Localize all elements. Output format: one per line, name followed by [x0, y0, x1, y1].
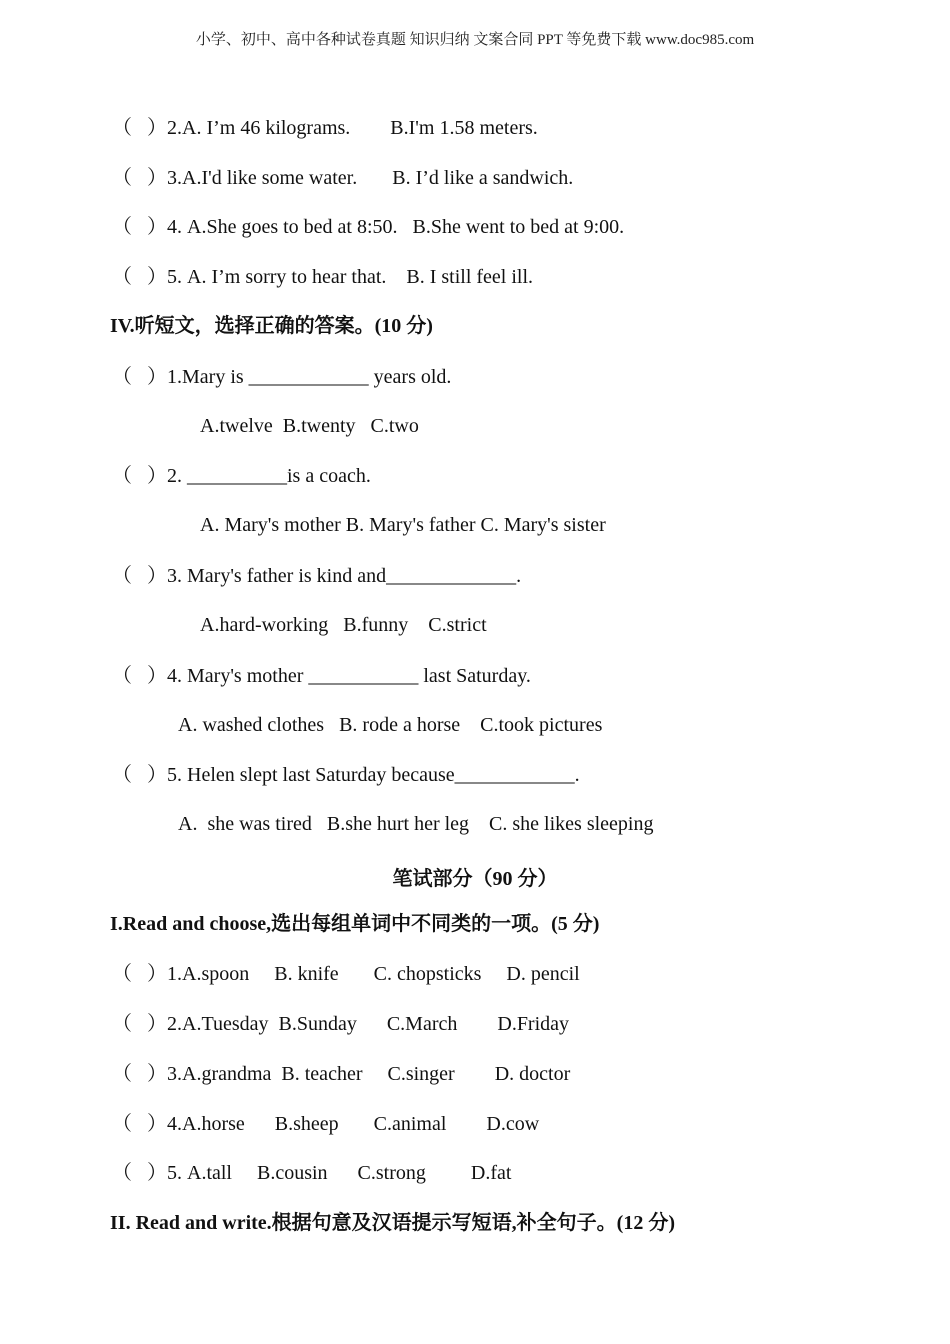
section-iv-question-2: （ ）2. __________is a coach. — [112, 465, 371, 487]
section-i-item-4: （ ）4.A.horse B.sheep C.animal D.cow — [112, 1113, 540, 1135]
section-i-title: I.Read and choose,选出每组单词中不同类的一项。(5 分) — [110, 913, 600, 935]
section-iv-options-3: A.hard-working B.funny C.strict — [200, 614, 487, 636]
listening-item-3: （ ）3.A.I'd like some water. B. I’d like a sandwich. — [112, 167, 574, 189]
section-iv-question-3: （ ）3. Mary's father is kind and_____________. — [112, 565, 522, 587]
section-iv-options-2: A. Mary's mother B. Mary's father C. Mary's sister — [200, 514, 606, 536]
section-i-item-5: （ ）5. A.tall B.cousin C.strong D.fat — [112, 1162, 512, 1184]
section-iv-options-1: A.twelve B.twenty C.two — [200, 415, 419, 437]
listening-item-5: （ ）5. A. I’m sorry to hear that. B. I still feel ill. — [112, 266, 534, 288]
page-header: 小学、初中、高中各种试卷真题 知识归纳 文案合同 PPT 等免费下载 www.doc985.com — [195, 32, 755, 48]
section-iv-options-4: A. washed clothes B. rode a horse C.took pictures — [178, 714, 603, 736]
section-i-item-1: （ ）1.A.spoon B. knife C. chopsticks D. pencil — [112, 963, 580, 985]
section-iv-options-5: A. she was tired B.she hurt her leg C. she likes sleeping — [178, 813, 654, 835]
listening-item-4: （ ）4. A.She goes to bed at 8:50. B.She went to bed at 9:00. — [112, 216, 625, 238]
section-iv-question-4: （ ）4. Mary's mother ___________ last Saturday. — [112, 665, 531, 687]
section-iv-title: IV.听短文，选择正确的答案。(10 分) — [110, 315, 433, 337]
written-part-title: 笔试部分（90 分） — [392, 868, 558, 890]
section-i-item-3: （ ）3.A.grandma B. teacher C.singer D. doctor — [112, 1063, 571, 1085]
section-ii-title: II. Read and write.根据句意及汉语提示写短语,补全句子。(12 分) — [110, 1212, 675, 1234]
section-i-item-2: （ ）2.A.Tuesday B.Sunday C.March D.Friday — [112, 1013, 570, 1035]
listening-item-2: （ ）2.A. I’m 46 kilograms. B.I'm 1.58 meters. — [112, 117, 538, 139]
section-iv-question-5: （ ）5. Helen slept last Saturday because____________. — [112, 764, 580, 786]
section-iv-question-1: （ ）1.Mary is ____________ years old. — [112, 366, 452, 388]
